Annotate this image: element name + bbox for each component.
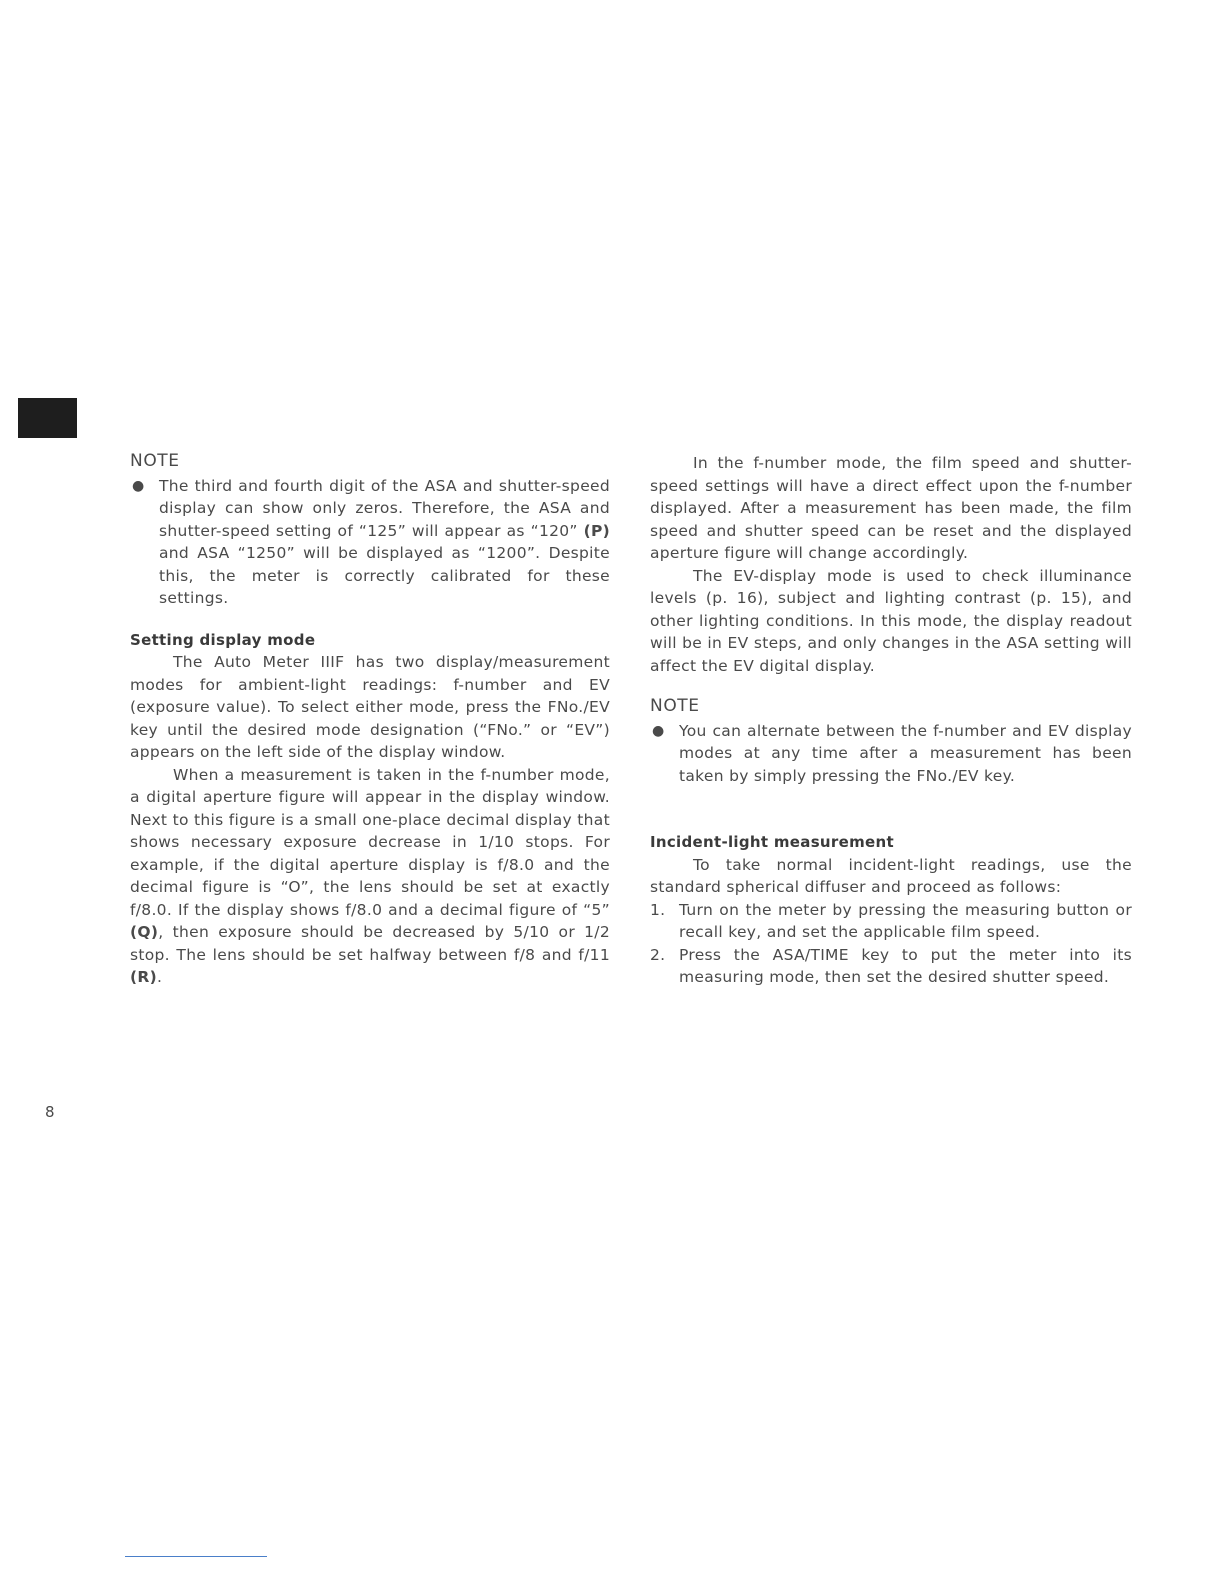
para-text-c: . [157,968,163,986]
section-heading-incident-light: Incident-light measurement [650,833,894,851]
step-number: 1. [650,900,666,919]
para-text-b: , then exposure should be decreased by 5/10 or 1/2 stop. The lens should be set halfway between f/8 and f/11 [130,923,610,964]
note-bullet-item [130,475,610,610]
left-column [130,450,610,989]
note-text: You can alternate between the f-number and EV display modes at any time after a measurement has been taken by simply pressing the FNo./EV key. [679,721,1132,785]
bullet-icon: ● [652,722,665,739]
paragraph: To take normal incident-light readings, use the standard spherical diffuser and proceed as follows: [650,855,1132,896]
paragraph: The EV-display mode is used to check illuminance levels (p. 16), subject and lighting contrast (p. 15), and other lighting conditions. In this mode, the display readout will be in EV steps, and only changes in the ASA setting will affect the EV digital display. [650,566,1132,675]
list-item [650,899,1132,944]
figure-ref-r: (R) [130,968,158,986]
paragraph: In the f-number mode, the film speed and shutter-speed settings will have a direct effect upon the f-number displayed. After a measurement has been made, the film speed and shutter speed can be reset and the displayed aperture figure will change accordingly. [650,454,1132,562]
footer-rule [125,1556,267,1557]
step-text: Press the ASA/TIME key to put the meter into its measuring mode, then set the desired shutter speed. [679,945,1132,986]
figure-ref-p: (P) [583,521,610,540]
para-text-a: When a measurement is taken in the f-number mode, a digital aperture figure will appear in the display window. Next to this figure is a small one-place decimal display that shows necessary exposure decrease in 1/10 stops. For example, if the digital aperture display is f/8.0 and the decimal figure is “O”, the lens should be set at exactly f/8.0. If the display shows f/8.0 and a decimal figure of “5” [130,765,610,919]
section-edge-tab [18,398,77,438]
bullet-icon: ● [132,477,145,494]
list-item [650,944,1132,989]
note-text-a: The third and fourth digit of the ASA and shutter-speed display can show only zeros. Therefore, the ASA and shutter-speed setting of “125” will appear as “120” [159,476,610,540]
note-bullet-item [650,720,1132,788]
page-number: 8 [45,1103,55,1121]
note-text-b: and ASA “1250” will be displayed as “1200”. Despite this, the meter is correctly calibrated for these settings. [159,544,610,607]
paragraph: The Auto Meter IIIF has two display/measurement modes for ambient-light readings: f-number and EV (exposure value). To select either mode, press the FNo./EV key until the desired mode designation (“FNo.” or “EV”) appears on the left side of the display window. [130,653,610,761]
paragraph [130,764,610,989]
section-heading-display-mode: Setting display mode [130,630,316,649]
note-heading: NOTE [130,451,180,471]
note-heading: NOTE [650,696,700,716]
step-text: Turn on the meter by pressing the measuring button or recall key, and set the applicable film speed. [679,900,1132,941]
step-number: 2. [650,945,666,964]
right-column [650,452,1132,989]
figure-ref-q: (Q) [130,923,159,941]
